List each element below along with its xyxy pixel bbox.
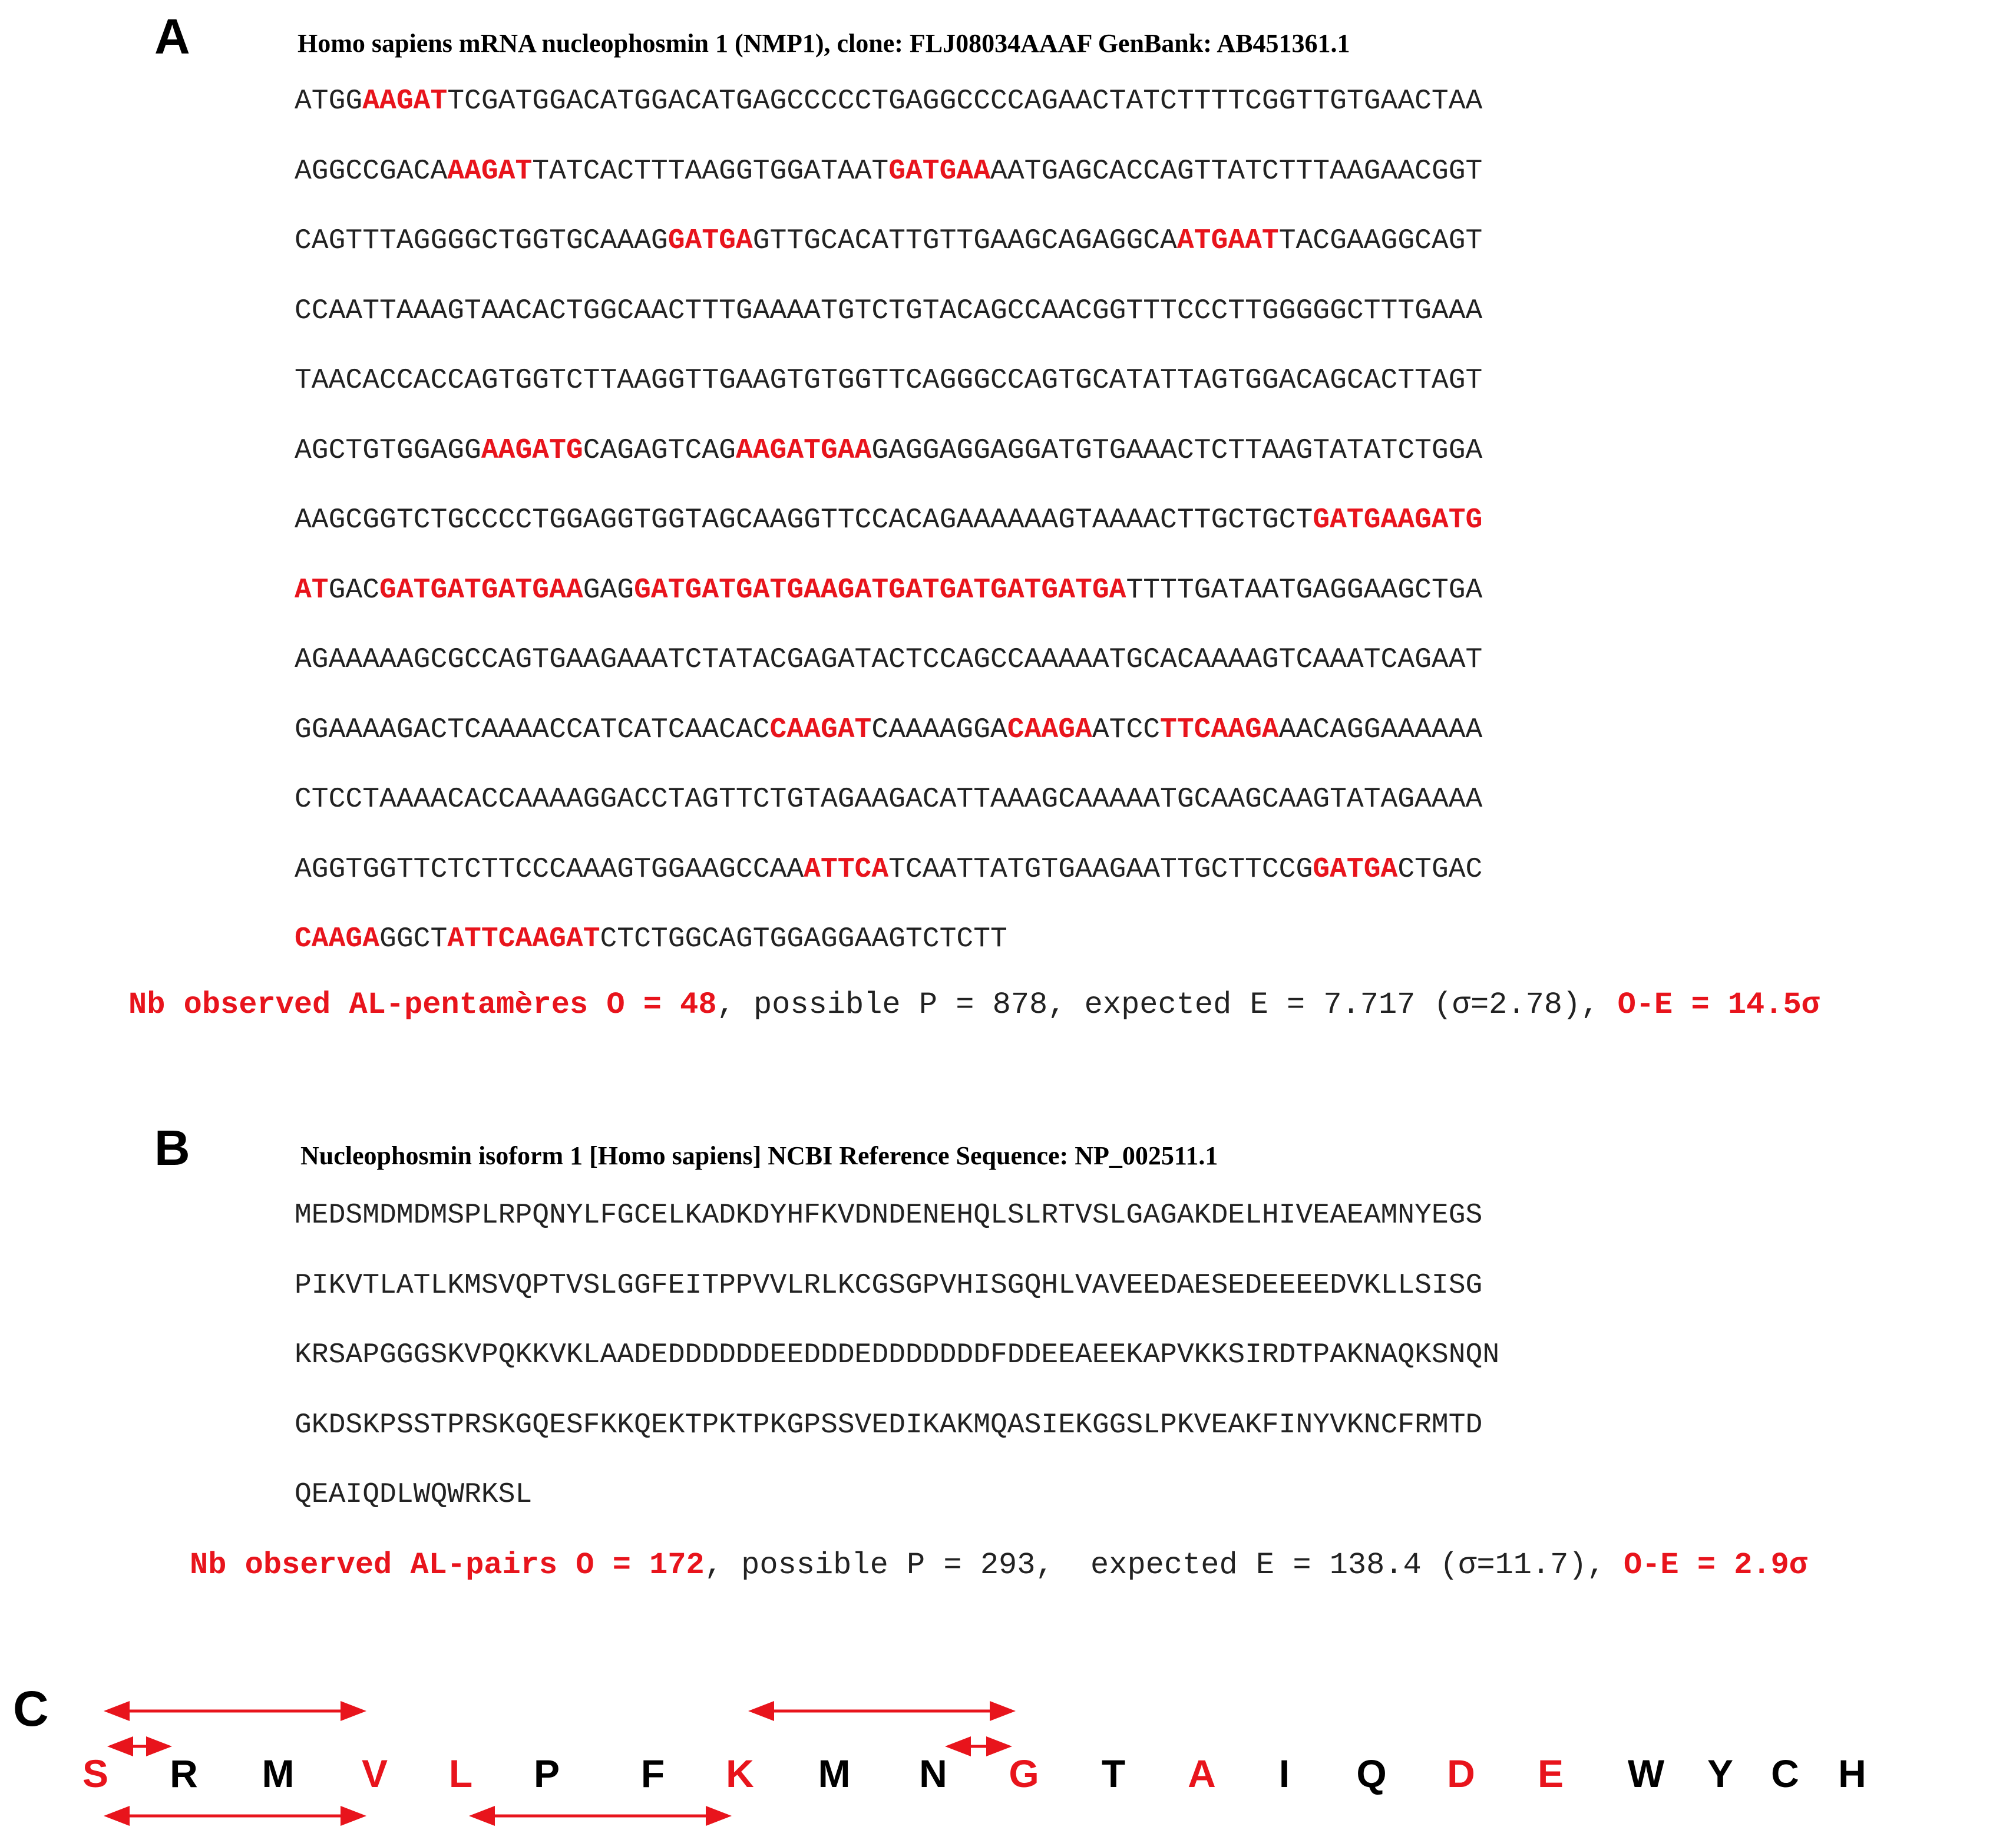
pair-arrow: [945, 1736, 1012, 1756]
residue-Q: Q: [1356, 1752, 1387, 1795]
sequence-segment: ATCC: [1092, 714, 1161, 746]
arrowhead: [341, 1806, 366, 1826]
sequence-segment: AGGCCGACA: [295, 155, 448, 187]
panel-b-observed-count: Nb observed AL-pairs O = 172: [190, 1548, 705, 1583]
sequence-segment: TAACACCACCAGTGGTCTTAAGGTTGAAGTGTGGTTCAGGGCCAGTGCATATTAGTGGACAGCACTTAGT: [295, 365, 1483, 397]
sequence-segment: CAGTTTAGGGGCTGGTGCAAAG: [295, 225, 668, 257]
panel-b-label: B: [154, 1120, 190, 1175]
sequence-segment: GAC: [328, 574, 380, 606]
highlighted-motif: GATGA: [667, 225, 753, 257]
sequence-segment: TTTTGATAATGAGGAAGCTGA: [1126, 574, 1483, 606]
pair-arrow: [469, 1806, 732, 1826]
residue-N: N: [919, 1752, 947, 1795]
arrowhead: [469, 1806, 495, 1826]
panel-a-title: Homo sapiens mRNA nucleophosmin 1 (NMP1), clone: FLJ08034AAAF GenBank: AB451361.1: [298, 29, 1350, 58]
protein-line: QEAIQDLWQWRKSL: [295, 1479, 533, 1511]
arrowhead: [104, 1701, 130, 1721]
highlighted-motif: AAGATG: [481, 434, 583, 467]
protein-line: KRSAPGGGSKVPQKKVKLAADEDDDDDDEEDDDEDDDDDDDFDDEEAEEKAPVKKSIRDTPAKNAQKSNQN: [295, 1339, 1500, 1371]
residue-I: I: [1278, 1752, 1290, 1795]
arrowhead: [341, 1701, 366, 1721]
sequence-segment: AACAGGAAAAAA: [1278, 714, 1483, 746]
pair-arrow: [107, 1736, 172, 1756]
sequence-segment: GAG: [583, 574, 634, 606]
residue-E: E: [1537, 1752, 1564, 1795]
sequence-segment: TATCACTTTAAGGTGGATAAT: [532, 155, 889, 187]
highlighted-motif: ATGAAT: [1176, 225, 1279, 257]
arrowhead: [104, 1806, 130, 1826]
panel-b-title: Nucleophosmin isoform 1 [Homo sapiens] NCBI Reference Sequence: NP_002511.1: [300, 1141, 1218, 1170]
protein-line: GKDSKPSSTPRSKGQESFKKQEKTPKTPKGPSSVEDIKAKMQASIEKGGSLPKVEAKFINYVKNCFRMTD: [295, 1409, 1483, 1441]
sequence-segment: CAGAGTCAG: [583, 434, 736, 467]
highlighted-motif: GATGAAGATG: [1313, 504, 1483, 536]
protein-line: PIKVTLATLKMSVQPTVSLGGFEITPPVVLRLKCGSGPVHISGQHLVAVEEDAESEDEEEEDVKLLSISG: [295, 1269, 1483, 1302]
highlighted-motif: GATGA: [1313, 853, 1398, 886]
sequence-segment: AGCTGTGGAGG: [295, 434, 481, 467]
residue-C: C: [1771, 1752, 1799, 1795]
arrowhead: [748, 1701, 774, 1721]
highlighted-motif: CAAGAT: [769, 714, 872, 746]
highlighted-motif: GATGATGATGAAGATGATGATGATGATGA: [634, 574, 1126, 606]
highlighted-motif: AAGAT: [447, 155, 533, 187]
highlighted-motif: ATTCAAGAT: [447, 923, 600, 955]
highlighted-motif: GATGAA: [888, 155, 991, 187]
sequence-segment: TACGAAGGCAGT: [1278, 225, 1483, 257]
residue-A: A: [1188, 1752, 1216, 1795]
residue-T: T: [1101, 1752, 1126, 1795]
highlighted-motif: TTCAAGA: [1160, 714, 1279, 746]
sequence-segment: AAGCGGTCTGCCCCTGGAGGTGGTAGCAAGGTTCCACAGAAAAAAGTAAAACTTGCTGCT: [295, 504, 1313, 536]
highlighted-motif: AT: [295, 574, 329, 606]
residue-K: K: [726, 1752, 754, 1795]
arrowhead: [107, 1736, 133, 1756]
residue-M: M: [262, 1752, 295, 1795]
arrowhead: [146, 1736, 172, 1756]
sequence-segment: CTGAC: [1397, 853, 1483, 886]
sequence-segment: CTCCTAAAACACCAAAAGGACCTAGTTCTGTAGAAGACATTAAAGCAAAAATGCAAGCAAGTATAGAAAA: [295, 784, 1483, 815]
panel-a-label: A: [154, 9, 190, 64]
panel-a-expected-stats: , possible P = 878, expected E = 7.717 (σ=2.78),: [716, 987, 1618, 1022]
arrowhead: [706, 1806, 732, 1826]
highlighted-motif: AAGATGAA: [735, 434, 872, 467]
sequence-segment: CCAATTAAAGTAACACTGGCAACTTTGAAAATGTCTGTACAGCCAACGGTTTCCCTTGGGGGCTTTGAAA: [295, 295, 1483, 327]
residue-S: S: [82, 1752, 109, 1795]
residue-F: F: [640, 1752, 665, 1795]
sequence-segment: GAGGAGGAGGATGTGAAACTCTTAAGTATATCTGGA: [871, 434, 1483, 467]
arrowhead: [986, 1736, 1012, 1756]
residue-M: M: [818, 1752, 851, 1795]
arrowhead: [990, 1701, 1016, 1721]
sequence-segment: TCGATGGACATGGACATGAGCCCCCTGAGGCCCCAGAACTATCTTTTCGGTTGTGAACTAA: [447, 85, 1483, 117]
sequence-segment: AGAAAAAGCGCCAGTGAAGAAATCTATACGAGATACTCCAGCCAAAAATGCACAAAAGTCAAATCAGAAT: [295, 644, 1483, 676]
highlighted-motif: ATTCA: [804, 853, 889, 886]
arrowhead: [945, 1736, 971, 1756]
panel-a-observed-count: Nb observed AL-pentamères O = 48: [128, 987, 717, 1022]
pair-arrow: [104, 1806, 366, 1826]
residue-H: H: [1838, 1752, 1866, 1795]
highlighted-motif: GATGATGATGAA: [379, 574, 583, 606]
highlighted-motif: CAAGA: [1007, 714, 1092, 746]
sequence-segment: GGCT: [379, 923, 448, 955]
sequence-segment: ATGG: [295, 85, 363, 117]
residue-G: G: [1009, 1752, 1039, 1795]
pair-arrow: [748, 1701, 1016, 1721]
residue-L: L: [448, 1752, 473, 1795]
residue-V: V: [361, 1752, 388, 1795]
sequence-segment: GTTGCACATTGTTGAAGCAGAGGCA: [752, 225, 1177, 257]
sequence-segment: GGAAAAGACTCAAAACCATCATCAACAC: [295, 714, 770, 746]
sequence-segment: TCAATTATGTGAAGAATTGCTTCCG: [888, 853, 1313, 886]
residue-R: R: [170, 1752, 198, 1795]
sequence-segment: AGGTGGTTCTCTTCCCAAAGTGGAAGCCAA: [295, 853, 804, 886]
residue-D: D: [1447, 1752, 1475, 1795]
highlighted-motif: AAGAT: [362, 85, 448, 117]
pair-arrow: [104, 1701, 366, 1721]
residue-W: W: [1627, 1752, 1665, 1795]
highlighted-motif: CAAGA: [295, 923, 380, 955]
panel-c-label: C: [13, 1681, 49, 1736]
protein-line: MEDSMDMDMSPLRPQNYLFGCELKADKDYHFKVDNDENEHQLSLRTVSLGAGAKDELHIVEAEAMNYEGS: [295, 1200, 1483, 1231]
sequence-segment: CAAAAGGA: [871, 714, 1007, 746]
panel-b-expected-stats: , possible P = 293, expected E = 138.4 (σ=11.7),: [704, 1548, 1624, 1583]
sequence-segment: AATGAGCACCAGTTATCTTTAAGAACGGT: [990, 155, 1483, 187]
residue-Y: Y: [1707, 1752, 1734, 1795]
residue-P: P: [533, 1752, 560, 1795]
sequence-segment: CTCTGGCAGTGGAGGAAGTCTCTT: [600, 923, 1007, 955]
panel-a-oe-value: O-E = 14.5σ: [1617, 987, 1820, 1022]
panel-b-oe-value: O-E = 2.9σ: [1624, 1548, 1808, 1583]
